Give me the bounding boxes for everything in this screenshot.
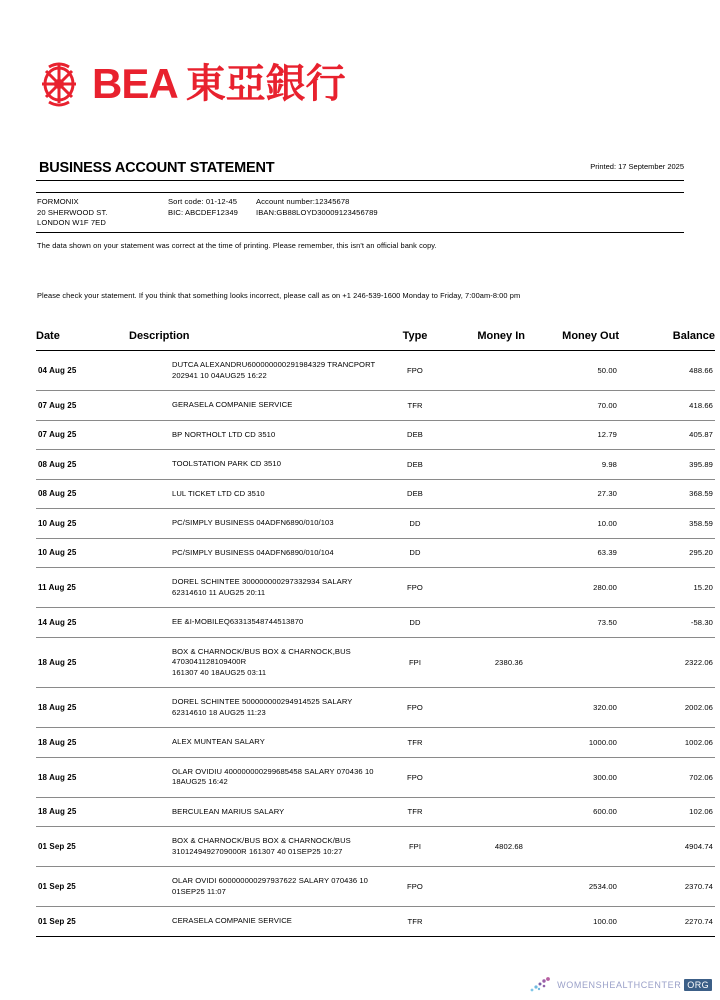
watermark-text: WOMENSHEALTHCENTER — [557, 980, 682, 990]
description-line-2: 62314610 11 AUG25 20:11 — [172, 587, 266, 597]
cell-balance: 358.59 — [637, 509, 715, 539]
cell-date: 08 Aug 25 — [36, 479, 122, 509]
printing-notice: The data shown on your statement was correct at the time of printing. Please remember, this isn't an official bank copy. — [37, 241, 437, 250]
table-row — [36, 637, 715, 688]
table-row — [36, 907, 715, 937]
table-row — [36, 827, 715, 867]
cell-type: FPI — [383, 827, 447, 867]
cell-balance: 1002.06 — [637, 728, 715, 758]
table-row — [36, 450, 715, 480]
cell-date: 14 Aug 25 — [36, 608, 122, 638]
description-line-1: LUL TICKET LTD CD 3510 — [172, 488, 265, 498]
cell-balance: 2270.74 — [637, 907, 715, 937]
cell-money-out: 320.00 — [531, 688, 637, 728]
cell-balance: 368.59 — [637, 479, 715, 509]
cell-balance: -58.30 — [637, 608, 715, 638]
table-row — [36, 608, 715, 638]
cell-money-out: 9.98 — [531, 450, 637, 480]
cell-balance: 2370.74 — [637, 867, 715, 907]
table-row — [36, 538, 715, 568]
cell-money-in — [447, 568, 531, 608]
cell-money-out: 1000.00 — [531, 728, 637, 758]
table-header — [36, 330, 715, 351]
description-line-1: PC/SIMPLY BUSINESS 04ADFN6890/010/104 — [172, 547, 334, 557]
cell-type: DEB — [383, 450, 447, 480]
cell-money-in: 4802.68 — [447, 827, 531, 867]
cell-type: FPO — [383, 688, 447, 728]
cell-description — [122, 867, 383, 907]
cell-balance: 405.87 — [637, 420, 715, 450]
cell-date: 18 Aug 25 — [36, 797, 122, 827]
cell-money-out — [531, 637, 637, 688]
logo-text-chinese: 東亞銀行 — [185, 61, 346, 107]
description-line-2: 202941 10 04AUG25 16:22 — [172, 370, 267, 380]
description-line-1: TOOLSTATION PARK CD 3510 — [172, 459, 282, 468]
contact-notice: Please check your statement. If you think that something looks incorrect, please call as on +1 246-539-1600 Monday to Friday, 7:00am-8:00 pm — [37, 291, 521, 300]
description-line-1: EE &I-MOBILEQ63313548744513870 — [172, 617, 304, 626]
cell-money-in — [447, 797, 531, 827]
cell-description — [122, 907, 383, 937]
table-row — [36, 420, 715, 450]
account-identifiers-block — [168, 197, 378, 218]
cell-description — [122, 688, 383, 728]
cell-balance: 295.20 — [637, 538, 715, 568]
cell-date: 10 Aug 25 — [36, 509, 122, 539]
cell-money-out: 300.00 — [531, 757, 637, 797]
table-header-row — [36, 330, 715, 351]
cell-balance: 395.89 — [637, 450, 715, 480]
cell-type: DD — [383, 509, 447, 539]
cell-balance: 102.06 — [637, 797, 715, 827]
cell-money-out: 10.00 — [531, 509, 637, 539]
cell-money-in — [447, 688, 531, 728]
cell-money-in — [447, 608, 531, 638]
column-header-balance: Balance — [637, 330, 715, 351]
cell-money-in — [447, 391, 531, 421]
cell-type: TFR — [383, 907, 447, 937]
bic-code: BIC: ABCDEF12349 — [168, 207, 238, 217]
column-header-description: Description — [122, 330, 383, 351]
bea-emblem-icon — [36, 59, 82, 109]
cell-balance: 4904.74 — [637, 827, 715, 867]
cell-type: DEB — [383, 479, 447, 509]
cell-description — [122, 568, 383, 608]
cell-money-out: 280.00 — [531, 568, 637, 608]
cell-money-out: 73.50 — [531, 608, 637, 638]
cell-type: FPO — [383, 351, 447, 391]
cell-description — [122, 797, 383, 827]
cell-date: 07 Aug 25 — [36, 420, 122, 450]
cell-money-out: 12.79 — [531, 420, 637, 450]
cell-date: 04 Aug 25 — [36, 351, 122, 391]
description-line-2: 62314610 18 AUG25 11:23 — [172, 707, 266, 717]
description-line-1: ALEX MUNTEAN SALARY — [172, 737, 265, 746]
description-line-2: 18AUG25 16:42 — [172, 777, 228, 786]
table-row — [36, 728, 715, 758]
table-body — [36, 351, 715, 937]
description-line-1: PC/SIMPLY BUSINESS 04ADFN6890/010/103 — [172, 518, 334, 527]
title-divider — [36, 180, 684, 181]
cell-money-in — [447, 420, 531, 450]
cell-type: FPO — [383, 757, 447, 797]
table-row — [36, 351, 715, 391]
printed-date: Printed: 17 September 2025 — [590, 162, 684, 171]
cell-money-in — [447, 479, 531, 509]
description-line-1: CERASELA COMPANIE SERVICE — [172, 916, 292, 925]
cell-money-in — [447, 907, 531, 937]
cell-description — [122, 479, 383, 509]
account-number: Account number:12345678 — [256, 197, 350, 206]
table-row — [36, 391, 715, 421]
cell-date: 07 Aug 25 — [36, 391, 122, 421]
cell-description — [122, 728, 383, 758]
cell-description — [122, 827, 383, 867]
account-holder-name: FORMONIX — [37, 197, 79, 206]
description-line-1: DOREL SCHINTEE 300000000297332934 SALARY — [172, 577, 353, 586]
cell-description — [122, 391, 383, 421]
column-header-money-out: Money Out — [531, 330, 637, 351]
cell-balance: 488.66 — [637, 351, 715, 391]
cell-money-out: 2534.00 — [531, 867, 637, 907]
description-line-2: 01SEP25 11:07 — [172, 886, 226, 896]
column-header-money-in: Money In — [447, 330, 531, 351]
cell-description — [122, 420, 383, 450]
table-row — [36, 797, 715, 827]
cell-type: FPO — [383, 867, 447, 907]
cell-description — [122, 757, 383, 797]
cell-money-in — [447, 728, 531, 758]
account-address-line1: 20 SHERWOOD ST. — [37, 207, 108, 217]
cell-balance: 2322.06 — [637, 637, 715, 688]
description-line-1: DUTCA ALEXANDRU600000000291984329 TRANCPORT — [172, 360, 376, 369]
cell-money-out: 600.00 — [531, 797, 637, 827]
page-title: BUSINESS ACCOUNT STATEMENT — [39, 160, 275, 176]
cell-money-in — [447, 450, 531, 480]
cell-date: 01 Sep 25 — [36, 827, 122, 867]
column-header-date: Date — [36, 330, 122, 351]
cell-description — [122, 509, 383, 539]
cell-date: 01 Sep 25 — [36, 907, 122, 937]
table-row — [36, 509, 715, 539]
cell-type: FPO — [383, 568, 447, 608]
cell-money-out: 50.00 — [531, 351, 637, 391]
description-line-1: BOX & CHARNOCK/BUS BOX & CHARNOCK,BUS 4703041128109400R — [172, 646, 351, 666]
cell-money-in — [447, 351, 531, 391]
cell-date: 10 Aug 25 — [36, 538, 122, 568]
cell-description — [122, 351, 383, 391]
description-line-1: OLAR OVIDI 600000000297937622 SALARY 070436 10 — [172, 876, 369, 885]
sort-code: Sort code: 01-12-45 — [168, 197, 238, 206]
cell-type: DD — [383, 608, 447, 638]
cell-money-out: 70.00 — [531, 391, 637, 421]
cell-money-out: 100.00 — [531, 907, 637, 937]
cell-type: TFR — [383, 391, 447, 421]
transactions-table — [36, 330, 715, 937]
table-row — [36, 568, 715, 608]
description-line-2: 3101249492709000R 161307 40 01SEP25 10:27 — [172, 846, 343, 856]
cell-date: 08 Aug 25 — [36, 450, 122, 480]
cell-type: TFR — [383, 728, 447, 758]
cell-balance: 702.06 — [637, 757, 715, 797]
cell-type: TFR — [383, 797, 447, 827]
cell-money-out: 63.39 — [531, 538, 637, 568]
cell-balance: 15.20 — [637, 568, 715, 608]
cell-money-in: 2380.36 — [447, 637, 531, 688]
cell-description — [122, 637, 383, 688]
table-row — [36, 757, 715, 797]
description-line-2: 161307 40 18AUG25 03:11 — [172, 667, 267, 677]
table-row — [36, 688, 715, 728]
logo-text-latin: BEA — [92, 60, 178, 107]
cell-date: 18 Aug 25 — [36, 757, 122, 797]
cell-balance: 2002.06 — [637, 688, 715, 728]
table-row — [36, 479, 715, 509]
cell-date: 18 Aug 25 — [36, 728, 122, 758]
column-header-type: Type — [383, 330, 447, 351]
cell-money-out: 27.30 — [531, 479, 637, 509]
cell-type: FPI — [383, 637, 447, 688]
account-divider-bottom — [36, 232, 684, 233]
watermark-badge: ORG — [684, 979, 712, 991]
cell-date: 18 Aug 25 — [36, 688, 122, 728]
cell-money-in — [447, 757, 531, 797]
cell-money-in — [447, 509, 531, 539]
cell-date: 11 Aug 25 — [36, 568, 122, 608]
cell-date: 01 Sep 25 — [36, 867, 122, 907]
table-row — [36, 867, 715, 907]
bank-logo — [36, 56, 346, 112]
account-holder-block — [37, 197, 108, 229]
watermark-dots-icon — [529, 976, 555, 994]
description-line-1: GERASELA COMPANIE SERVICE — [172, 400, 293, 409]
account-divider-top — [36, 192, 684, 193]
cell-date: 18 Aug 25 — [36, 637, 122, 688]
description-line-1: DOREL SCHINTEE 500000000294914525 SALARY — [172, 697, 353, 706]
cell-description — [122, 450, 383, 480]
description-line-1: OLAR OVIDIU 400000000299685458 SALARY 070436 10 — [172, 766, 374, 776]
cell-description — [122, 538, 383, 568]
cell-money-in — [447, 867, 531, 907]
iban-code: IBAN:GB88LOYD30009123456789 — [256, 207, 378, 217]
cell-description — [122, 608, 383, 638]
cell-type: DEB — [383, 420, 447, 450]
cell-type: DD — [383, 538, 447, 568]
description-line-1: BP NORTHOLT LTD CD 3510 — [172, 429, 276, 439]
description-line-1: BERCULEAN MARIUS SALARY — [172, 806, 285, 816]
cell-balance: 418.66 — [637, 391, 715, 421]
watermark — [529, 974, 712, 996]
cell-money-out — [531, 827, 637, 867]
account-address-line2: LONDON W1F 7ED — [37, 218, 106, 228]
description-line-1: BOX & CHARNOCK/BUS BOX & CHARNOCK/BUS — [172, 836, 351, 845]
cell-money-in — [447, 538, 531, 568]
